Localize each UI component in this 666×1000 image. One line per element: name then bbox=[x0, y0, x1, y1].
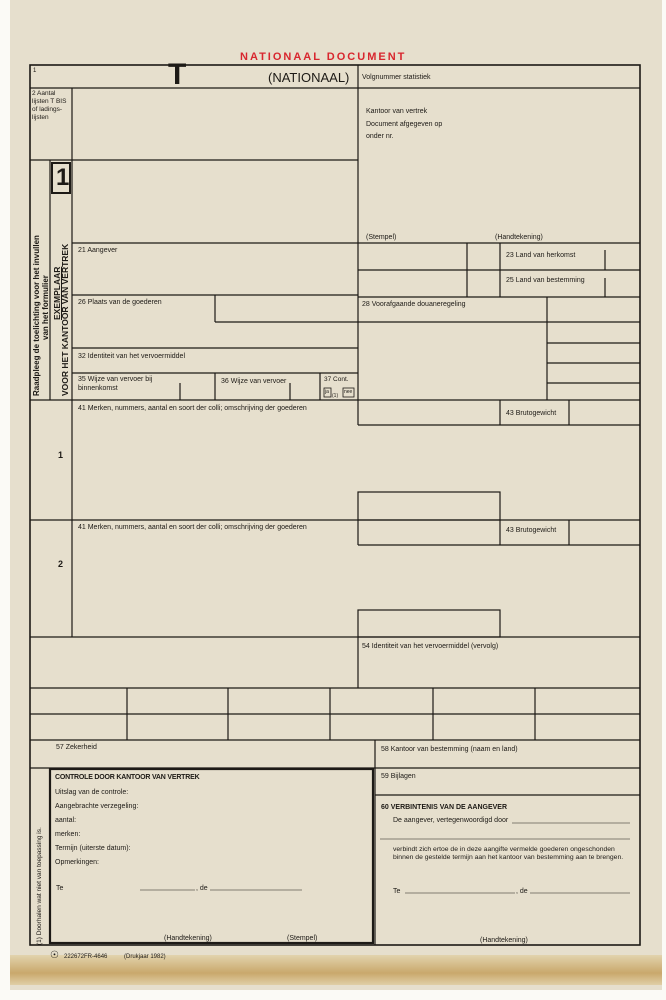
field-57-zekerheid: 57 Zekerheid bbox=[56, 744, 97, 751]
instructions-line2: van het formulier bbox=[41, 275, 50, 340]
printer-logo-icon: ☉ bbox=[50, 950, 59, 961]
controle-de: , de bbox=[196, 885, 208, 892]
controle-merken: merken: bbox=[55, 831, 81, 838]
verbintenis-de: , de bbox=[516, 888, 528, 895]
copy-number: 1 bbox=[56, 164, 70, 191]
document-title: NATIONAAL DOCUMENT bbox=[240, 51, 407, 63]
form-type: (NATIONAAL) bbox=[268, 70, 350, 85]
box1-number: 1 bbox=[33, 68, 37, 74]
field-41-item1: 41 Merken, nummers, aantal en soort der colli; omschrijving der goederen bbox=[78, 405, 307, 412]
instructions-line1: Raadpleeg de toelichting voor het invullen bbox=[32, 235, 41, 396]
controle-uitslag: Uitslag van de controle: bbox=[55, 789, 129, 796]
exemplaar-label: EXEMPLAAR bbox=[52, 266, 62, 320]
field-35-wijze-binnenkomst: 35 Wijze van vervoer bij binnenkomst bbox=[78, 376, 153, 392]
field-43-item2: 43 Brutogewicht bbox=[506, 527, 557, 534]
stempel-label: (Stempel) bbox=[366, 234, 397, 241]
verbintenis-aangever: De aangever, vertegenwoordigd door bbox=[393, 817, 509, 824]
field-54-identiteit-vervolg: 54 Identiteit van het vervoermiddel (vervolg) bbox=[362, 643, 499, 650]
form-letter: T bbox=[168, 58, 187, 91]
controle-verzegeling: Aangebrachte verzegeling: bbox=[55, 803, 139, 810]
verbintenis-title: 60 VERBINTENIS VAN DE AANGEVER bbox=[381, 804, 508, 811]
field-26-plaats: 26 Plaats van de goederen bbox=[78, 299, 162, 306]
field-43-item1: 43 Brutogewicht bbox=[506, 410, 557, 417]
verbintenis-handtekening: (Handtekening) bbox=[480, 937, 528, 944]
box2-label: 2 Aantal lijsten T BIS of ladings- lijsten bbox=[32, 90, 67, 121]
controle-te: Te bbox=[56, 885, 64, 892]
field-37-cont: 37 Cont. bbox=[324, 376, 349, 383]
footnote: (1) Doorhalen wat niet van toepassing is. bbox=[36, 827, 43, 945]
field-36-wijze-vervoer: 36 Wijze van vervoer bbox=[221, 378, 287, 385]
checkbox-ja[interactable]: ja bbox=[325, 389, 329, 395]
field-41-item2: 41 Merken, nummers, aantal en soort der colli; omschrijving der goederen bbox=[78, 524, 307, 531]
kantoor-van-vertrek-label: Kantoor van vertrek bbox=[366, 108, 428, 115]
handtekening-label: (Handtekening) bbox=[495, 234, 543, 241]
field-28-douaneregeling: 28 Voorafgaande douaneregeling bbox=[362, 301, 466, 308]
controle-opmerkingen: Opmerkingen: bbox=[55, 859, 99, 866]
controle-stempel: (Stempel) bbox=[287, 935, 318, 942]
field-58-kantoor-bestemming: 58 Kantoor van bestemming (naam en land) bbox=[381, 746, 518, 753]
controle-aantal: aantal: bbox=[55, 817, 77, 824]
form-code: 222672FR-4646 bbox=[64, 954, 108, 960]
field-32-identiteit: 32 Identiteit van het vervoermiddel bbox=[78, 353, 186, 360]
item-number-2: 2 bbox=[58, 559, 64, 569]
controle-title: CONTROLE DOOR KANTOOR VAN VERTREK bbox=[55, 774, 200, 781]
field-25-land-bestemming: 25 Land van bestemming bbox=[506, 277, 585, 284]
field-59-bijlagen: 59 Bijlagen bbox=[381, 773, 416, 780]
document-afgegeven-label: Document afgegeven op bbox=[366, 121, 443, 128]
footnote-ref: (1) bbox=[332, 393, 339, 399]
print-year: (Drukjaar 1982) bbox=[124, 954, 166, 960]
field-21-aangever: 21 Aangever bbox=[78, 247, 118, 254]
field-23-land-herkomst: 23 Land van herkomst bbox=[506, 252, 576, 259]
voor-kantoor-label: VOOR HET KANTOOR VAN VERTREK bbox=[60, 243, 70, 396]
checkbox-nee[interactable]: nee bbox=[344, 389, 353, 395]
volgnummer-label: Volgnummer statistiek bbox=[362, 74, 431, 81]
onder-nr-label: onder nr. bbox=[366, 133, 394, 140]
verbintenis-text-line1: verbindt zich ertoe de in deze aangifte vermelde goederen ongeschonden bbox=[393, 846, 615, 853]
controle-termijn: Termijn (uiterste datum): bbox=[55, 845, 131, 852]
verbintenis-text-line2: binnen de gestelde termijn aan het kantoor van bestemming aan te brengen. bbox=[393, 854, 624, 861]
verbintenis-te: Te bbox=[393, 888, 401, 895]
controle-handtekening: (Handtekening) bbox=[164, 935, 212, 942]
item-number-1: 1 bbox=[58, 450, 64, 460]
